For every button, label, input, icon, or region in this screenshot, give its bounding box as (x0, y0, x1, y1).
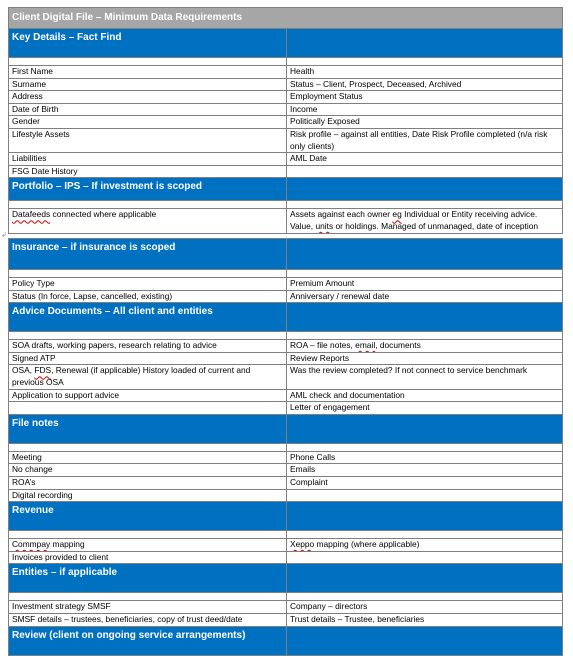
cell-right: Status – Client, Prospect, Deceased, Archived (287, 78, 563, 91)
table-row (9, 91, 563, 104)
spelling-flag: email (355, 340, 376, 351)
cell-left: Datafeeds connected where applicable (9, 209, 287, 233)
table-row (9, 278, 563, 291)
requirements-table-bottom (8, 238, 563, 656)
cell-left: Gender (9, 116, 287, 129)
cell-right: AML check and documentation (287, 389, 563, 402)
cell-left: Commpay mapping (9, 539, 287, 552)
section-header (9, 178, 563, 201)
section-heading-insurance: Insurance – if insurance is scoped (9, 239, 287, 270)
paragraph-mark: ↲ (1, 232, 7, 239)
cell-right: Employment Status (287, 91, 563, 104)
section-header (9, 502, 563, 531)
cell-left: Digital recording (9, 489, 287, 502)
cell-right: Income (287, 103, 563, 116)
spelling-flag: Datafeeds (12, 209, 51, 220)
table-row (9, 128, 563, 152)
cell-right: Risk profile – against all entities, Date Risk Profile completed (n/a risk only clients) (287, 128, 563, 152)
section-heading-entities: Entities – if applicable (9, 564, 287, 593)
cell-right (287, 489, 563, 502)
cell-left: Policy Type (9, 278, 287, 291)
cell-left: Application to support advice (9, 389, 287, 402)
cell-left: Signed ATP (9, 352, 287, 365)
cell-left: Meeting (9, 451, 287, 464)
cell-left: Investment strategy SMSF (9, 601, 287, 614)
cell-right: Complaint (287, 476, 563, 489)
table-row (9, 66, 563, 79)
title-row (9, 8, 563, 29)
spelling-flag: Commpay (12, 539, 51, 550)
table-row (9, 451, 563, 464)
table-row (9, 165, 563, 178)
cell-right: Letter of engagement (287, 402, 563, 415)
requirements-table-top (8, 7, 563, 234)
cell-right: Was the review completed? If not connect to service benchmark (287, 365, 563, 389)
section-header (9, 626, 563, 655)
cell-right: ROA – file notes, email, documents (287, 340, 563, 353)
section-header (9, 564, 563, 593)
cell-left: FSG Date History (9, 165, 287, 178)
cell-left: Date of Birth (9, 103, 287, 116)
table-row (9, 464, 563, 477)
table-row (9, 116, 563, 129)
cell-left: ROA’s (9, 476, 287, 489)
cell-left (9, 402, 287, 415)
section-heading-revenue: Revenue (9, 502, 287, 531)
spelling-flag: units (315, 220, 334, 231)
table-row (9, 601, 563, 614)
section-header (9, 303, 563, 332)
cell-left: SMSF details – trustees, beneficiaries, copy of trust deed/date (9, 613, 287, 626)
table-row (9, 551, 563, 564)
section-heading-key-details: Key Details – Fact Find (9, 29, 287, 58)
table-row (9, 476, 563, 489)
table-row (9, 489, 563, 502)
spelling-flag: FDS (34, 365, 52, 376)
spelling-flag: eg (392, 209, 402, 220)
cell-right: Politically Exposed (287, 116, 563, 129)
cell-left: Address (9, 91, 287, 104)
table-row (9, 539, 563, 552)
cell-right: Phone Calls (287, 451, 563, 464)
table-row (9, 103, 563, 116)
document-title: Client Digital File – Minimum Data Requirements (9, 8, 563, 29)
cell-right: Company – directors (287, 601, 563, 614)
table-row (9, 365, 563, 389)
section-header (9, 29, 563, 58)
section-header (9, 239, 563, 270)
table-row (9, 613, 563, 626)
section-heading-review: Review (client on ongoing service arrangements) (9, 626, 287, 655)
cell-left: Invoices provided to client (9, 551, 287, 564)
table-row (9, 352, 563, 365)
cell-left: First Name (9, 66, 287, 79)
table-row (9, 290, 563, 303)
cell-right: Premium Amount (287, 278, 563, 291)
cell-left: Status (In force, Lapse, cancelled, existing) (9, 290, 287, 303)
cell-right (287, 551, 563, 564)
table-row (9, 402, 563, 415)
cell-right: Health (287, 66, 563, 79)
section-heading-portfolio: Portfolio – IPS – If investment is scoped (9, 178, 287, 201)
cell-right (287, 165, 563, 178)
cell-right: Trust details – Trustee, beneficiaries (287, 613, 563, 626)
cell-left: Lifestyle Assets (9, 128, 287, 152)
cell-right: Emails (287, 464, 563, 477)
cell-right: Review Reports (287, 352, 563, 365)
cell-left: Liabilities (9, 153, 287, 166)
cell-right: Xeppo mapping (where applicable) (287, 539, 563, 552)
cell-right: Anniversary / renewal date (287, 290, 563, 303)
table-row (9, 209, 563, 233)
cell-right: Assets against each owner eg Individual or Entity receiving advice. Value, units or holdings. Managed of unmanaged, date of inception (287, 209, 563, 233)
table-row (9, 340, 563, 353)
spelling-flag: Xeppo (290, 539, 315, 550)
cell-left: Surname (9, 78, 287, 91)
cell-right: AML Date (287, 153, 563, 166)
cell-left: OSA, FDS, Renewal (if applicable) History loaded of current and previous OSA (9, 365, 287, 389)
section-heading-file-notes: File notes (9, 414, 287, 443)
section-header (9, 414, 563, 443)
section-heading-advice: Advice Documents – All client and entities (9, 303, 287, 332)
cell-left: No change (9, 464, 287, 477)
table-row (9, 389, 563, 402)
table-row (9, 78, 563, 91)
table-row (9, 153, 563, 166)
cell-left: SOA drafts, working papers, research relating to advice (9, 340, 287, 353)
